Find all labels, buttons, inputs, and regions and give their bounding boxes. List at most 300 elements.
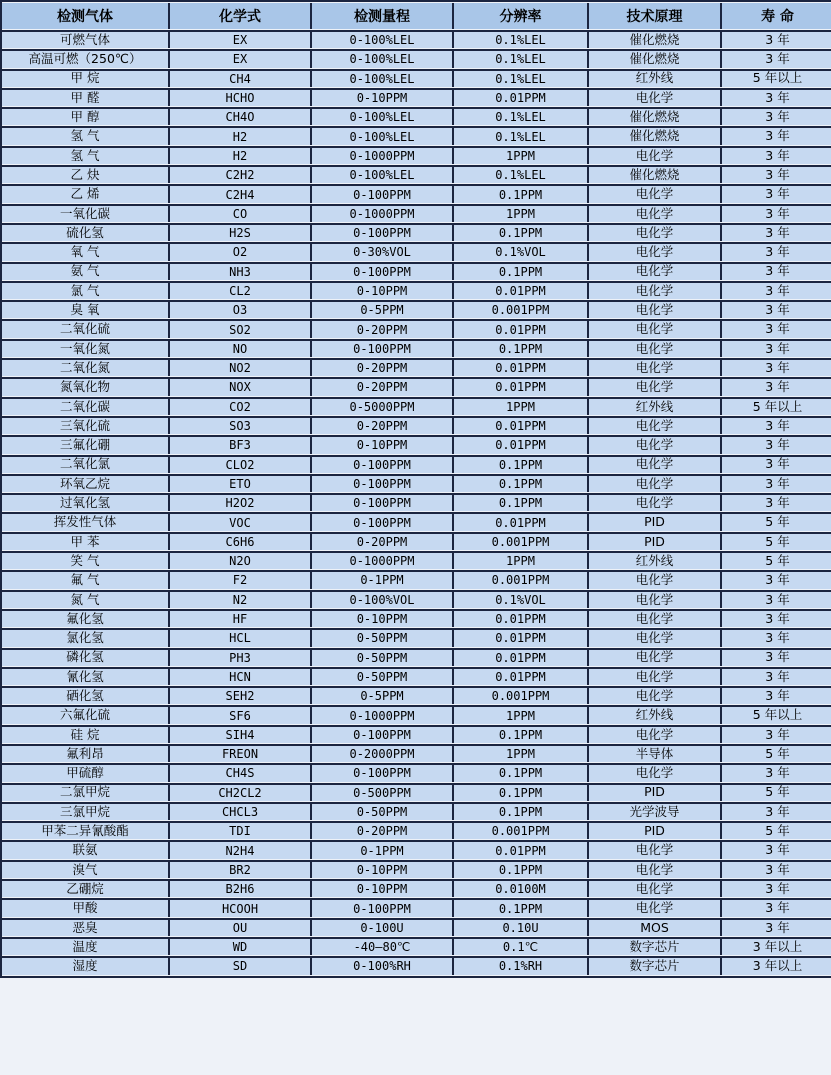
cell-formula: ETO [170, 474, 312, 492]
cell-lifespan: 5 年 [722, 821, 831, 839]
column-header-formula: 化学式 [170, 3, 312, 29]
cell-resolution: 0.01PPM [454, 319, 589, 337]
cell-range: 0-1PPM [312, 570, 454, 588]
cell-gas: 磷化氢 [2, 648, 170, 666]
cell-resolution: 1PPM [454, 397, 589, 415]
cell-resolution: 0.1PPM [454, 725, 589, 743]
table-row [2, 474, 831, 492]
column-header-range: 检测量程 [312, 3, 454, 29]
cell-lifespan: 3 年 [722, 628, 831, 646]
cell-formula: F2 [170, 570, 312, 588]
cell-formula: N2H4 [170, 840, 312, 858]
cell-formula: SD [170, 956, 312, 974]
cell-principle: 电化学 [589, 840, 722, 858]
cell-principle: 电化学 [589, 339, 722, 357]
cell-resolution: 0.001PPM [454, 532, 589, 550]
cell-principle: PID [589, 512, 722, 530]
cell-formula: CLO2 [170, 455, 312, 473]
cell-lifespan: 3 年 [722, 725, 831, 743]
cell-range: 0-50PPM [312, 667, 454, 685]
cell-range: 0-5PPM [312, 300, 454, 318]
cell-gas: 氧 气 [2, 242, 170, 260]
cell-formula: H2S [170, 223, 312, 241]
table-row [2, 339, 831, 357]
cell-principle: 红外线 [589, 69, 722, 87]
cell-range: 0-100PPM [312, 262, 454, 280]
cell-formula: SO3 [170, 416, 312, 434]
table-row [2, 204, 831, 222]
cell-formula: CH4S [170, 763, 312, 781]
cell-resolution: 0.1PPM [454, 802, 589, 820]
cell-resolution: 0.001PPM [454, 570, 589, 588]
table-row [2, 879, 831, 897]
cell-gas: 三氟化硼 [2, 435, 170, 453]
cell-lifespan: 3 年 [722, 184, 831, 202]
cell-principle: 电化学 [589, 898, 722, 916]
cell-principle: 电化学 [589, 763, 722, 781]
cell-resolution: 0.1PPM [454, 860, 589, 878]
cell-lifespan: 3 年 [722, 840, 831, 858]
table-row [2, 512, 831, 530]
cell-range: 0-1000PPM [312, 705, 454, 723]
cell-range: 0-100PPM [312, 493, 454, 511]
cell-lifespan: 3 年 [722, 590, 831, 608]
table-header [2, 3, 831, 29]
table-row [2, 590, 831, 608]
cell-principle: 电化学 [589, 879, 722, 897]
cell-principle: 电化学 [589, 667, 722, 685]
cell-range: 0-100PPM [312, 339, 454, 357]
cell-principle: 电化学 [589, 146, 722, 164]
cell-resolution: 0.1PPM [454, 184, 589, 202]
cell-gas: 甲 苯 [2, 532, 170, 550]
column-header-lifespan: 寿 命 [722, 3, 831, 29]
cell-resolution: 0.01PPM [454, 648, 589, 666]
table-row [2, 918, 831, 936]
table-row [2, 802, 831, 820]
cell-gas: 氢 气 [2, 126, 170, 144]
cell-range: 0-1000PPM [312, 146, 454, 164]
column-header-gas: 检测气体 [2, 3, 170, 29]
cell-gas: 联氨 [2, 840, 170, 858]
cell-gas: 甲 醇 [2, 107, 170, 125]
table-row [2, 956, 831, 974]
cell-lifespan: 5 年 [722, 744, 831, 762]
cell-resolution: 0.01PPM [454, 840, 589, 858]
table-row [2, 937, 831, 955]
cell-formula: TDI [170, 821, 312, 839]
cell-formula: N2O [170, 551, 312, 569]
cell-formula: HCHO [170, 88, 312, 106]
cell-formula: HF [170, 609, 312, 627]
cell-formula: HCL [170, 628, 312, 646]
cell-gas: 恶臭 [2, 918, 170, 936]
cell-lifespan: 5 年 [722, 512, 831, 530]
table-row [2, 146, 831, 164]
table-row [2, 532, 831, 550]
cell-principle: 红外线 [589, 705, 722, 723]
cell-range: 0-100%LEL [312, 126, 454, 144]
cell-principle: 电化学 [589, 319, 722, 337]
cell-resolution: 0.001PPM [454, 686, 589, 704]
cell-gas: 二氯甲烷 [2, 783, 170, 801]
cell-lifespan: 3 年 [722, 377, 831, 395]
cell-principle: 电化学 [589, 570, 722, 588]
cell-lifespan: 5 年 [722, 532, 831, 550]
cell-principle: 电化学 [589, 435, 722, 453]
cell-resolution: 0.1%VOL [454, 242, 589, 260]
cell-principle: 数字芯片 [589, 937, 722, 955]
cell-lifespan: 3 年 [722, 165, 831, 183]
cell-gas: 过氧化氢 [2, 493, 170, 511]
cell-formula: CO [170, 204, 312, 222]
cell-lifespan: 3 年 [722, 493, 831, 511]
table-row [2, 628, 831, 646]
cell-formula: C2H4 [170, 184, 312, 202]
cell-range: 0-100PPM [312, 898, 454, 916]
cell-resolution: 0.0100M [454, 879, 589, 897]
cell-resolution: 0.01PPM [454, 416, 589, 434]
cell-lifespan: 3 年 [722, 242, 831, 260]
cell-resolution: 0.01PPM [454, 609, 589, 627]
cell-gas: 二氧化碳 [2, 397, 170, 415]
cell-range: 0-5PPM [312, 686, 454, 704]
cell-lifespan: 3 年 [722, 416, 831, 434]
table-row [2, 493, 831, 511]
cell-formula: NH3 [170, 262, 312, 280]
cell-principle: PID [589, 783, 722, 801]
cell-principle: 数字芯片 [589, 956, 722, 974]
cell-range: 0-20PPM [312, 821, 454, 839]
cell-resolution: 0.1%LEL [454, 30, 589, 48]
cell-lifespan: 3 年 [722, 319, 831, 337]
cell-range: 0-10PPM [312, 879, 454, 897]
cell-gas: 氯 气 [2, 281, 170, 299]
cell-formula: SF6 [170, 705, 312, 723]
cell-gas: 可燃气体 [2, 30, 170, 48]
cell-principle: 红外线 [589, 397, 722, 415]
table-row [2, 397, 831, 415]
cell-resolution: 0.1PPM [454, 339, 589, 357]
cell-formula: C2H2 [170, 165, 312, 183]
cell-range: 0-10PPM [312, 609, 454, 627]
cell-principle: 催化燃烧 [589, 30, 722, 48]
table-row [2, 242, 831, 260]
cell-lifespan: 5 年 [722, 783, 831, 801]
cell-principle: 电化学 [589, 377, 722, 395]
cell-lifespan: 5 年 [722, 551, 831, 569]
cell-formula: HCN [170, 667, 312, 685]
table-row [2, 184, 831, 202]
cell-gas: 溴气 [2, 860, 170, 878]
cell-principle: 电化学 [589, 416, 722, 434]
cell-formula: CH2CL2 [170, 783, 312, 801]
cell-range: 0-100PPM [312, 455, 454, 473]
cell-gas: 乙 烯 [2, 184, 170, 202]
cell-gas: 甲酸 [2, 898, 170, 916]
table-row [2, 416, 831, 434]
cell-principle: 催化燃烧 [589, 165, 722, 183]
cell-gas: 高温可燃（250℃） [2, 49, 170, 67]
cell-lifespan: 3 年 [722, 860, 831, 878]
cell-lifespan: 3 年 [722, 879, 831, 897]
cell-gas: 氰化氢 [2, 667, 170, 685]
cell-lifespan: 3 年 [722, 281, 831, 299]
cell-gas: 硅 烷 [2, 725, 170, 743]
cell-range: 0-100PPM [312, 763, 454, 781]
cell-principle: 电化学 [589, 300, 722, 318]
cell-range: 0-100PPM [312, 184, 454, 202]
cell-range: 0-50PPM [312, 648, 454, 666]
cell-resolution: 0.01PPM [454, 377, 589, 395]
cell-range: 0-10PPM [312, 435, 454, 453]
table-row [2, 860, 831, 878]
cell-range: 0-100%LEL [312, 49, 454, 67]
cell-resolution: 0.1PPM [454, 493, 589, 511]
cell-formula: EX [170, 49, 312, 67]
table-row [2, 898, 831, 916]
cell-lifespan: 3 年 [722, 223, 831, 241]
cell-gas: 甲硫醇 [2, 763, 170, 781]
cell-principle: 电化学 [589, 88, 722, 106]
cell-gas: 氟化氢 [2, 609, 170, 627]
cell-gas: 二氧化氮 [2, 358, 170, 376]
cell-gas: 硫化氢 [2, 223, 170, 241]
cell-lifespan: 3 年 [722, 49, 831, 67]
cell-resolution: 0.01PPM [454, 281, 589, 299]
cell-principle: 电化学 [589, 184, 722, 202]
table-row [2, 300, 831, 318]
cell-resolution: 0.1℃ [454, 937, 589, 955]
cell-range: 0-20PPM [312, 358, 454, 376]
cell-formula: BR2 [170, 860, 312, 878]
cell-formula: H2 [170, 126, 312, 144]
cell-principle: PID [589, 532, 722, 550]
cell-gas: 氟 气 [2, 570, 170, 588]
cell-range: 0-100%LEL [312, 165, 454, 183]
cell-resolution: 0.01PPM [454, 88, 589, 106]
cell-range: 0-100U [312, 918, 454, 936]
cell-resolution: 0.01PPM [454, 667, 589, 685]
cell-range: 0-100%LEL [312, 30, 454, 48]
cell-lifespan: 3 年 [722, 898, 831, 916]
cell-formula: FREON [170, 744, 312, 762]
cell-resolution: 0.001PPM [454, 300, 589, 318]
cell-lifespan: 3 年 [722, 763, 831, 781]
table-row [2, 49, 831, 67]
cell-gas: 挥发性气体 [2, 512, 170, 530]
cell-lifespan: 5 年以上 [722, 69, 831, 87]
cell-lifespan: 3 年 [722, 126, 831, 144]
table-row [2, 358, 831, 376]
cell-resolution: 0.1PPM [454, 763, 589, 781]
cell-formula: SO2 [170, 319, 312, 337]
cell-resolution: 1PPM [454, 146, 589, 164]
table-row [2, 725, 831, 743]
cell-range: 0-100%LEL [312, 69, 454, 87]
cell-formula: O2 [170, 242, 312, 260]
cell-range: 0-100PPM [312, 512, 454, 530]
cell-lifespan: 3 年 [722, 204, 831, 222]
cell-principle: 红外线 [589, 551, 722, 569]
table-row [2, 744, 831, 762]
cell-principle: 电化学 [589, 204, 722, 222]
table-row [2, 126, 831, 144]
cell-formula: C6H6 [170, 532, 312, 550]
cell-gas: 氮氧化物 [2, 377, 170, 395]
cell-resolution: 0.1PPM [454, 898, 589, 916]
cell-range: 0-10PPM [312, 860, 454, 878]
cell-formula: PH3 [170, 648, 312, 666]
cell-resolution: 0.1%LEL [454, 69, 589, 87]
cell-formula: CL2 [170, 281, 312, 299]
cell-formula: H2 [170, 146, 312, 164]
cell-lifespan: 5 年以上 [722, 705, 831, 723]
table-row [2, 30, 831, 48]
cell-principle: 电化学 [589, 628, 722, 646]
cell-gas: 一氧化碳 [2, 204, 170, 222]
cell-range: 0-20PPM [312, 319, 454, 337]
cell-gas: 臭 氧 [2, 300, 170, 318]
cell-gas: 温度 [2, 937, 170, 955]
table-row [2, 281, 831, 299]
table-row [2, 107, 831, 125]
cell-principle: 电化学 [589, 455, 722, 473]
table-row [2, 667, 831, 685]
cell-range: 0-50PPM [312, 802, 454, 820]
cell-gas: 笑 气 [2, 551, 170, 569]
cell-principle: 催化燃烧 [589, 126, 722, 144]
table-row [2, 705, 831, 723]
cell-range: 0-20PPM [312, 377, 454, 395]
cell-gas: 氢 气 [2, 146, 170, 164]
header-row [2, 3, 831, 29]
cell-gas: 硒化氢 [2, 686, 170, 704]
cell-resolution: 0.01PPM [454, 435, 589, 453]
cell-lifespan: 3 年 [722, 300, 831, 318]
table-row [2, 262, 831, 280]
cell-gas: 环氧乙烷 [2, 474, 170, 492]
cell-gas: 湿度 [2, 956, 170, 974]
cell-resolution: 0.001PPM [454, 821, 589, 839]
cell-formula: B2H6 [170, 879, 312, 897]
table-row [2, 570, 831, 588]
cell-formula: NOX [170, 377, 312, 395]
cell-formula: SEH2 [170, 686, 312, 704]
cell-resolution: 0.1%RH [454, 956, 589, 974]
cell-formula: WD [170, 937, 312, 955]
cell-resolution: 0.1%LEL [454, 126, 589, 144]
cell-gas: 乙 炔 [2, 165, 170, 183]
cell-lifespan: 3 年 [722, 686, 831, 704]
cell-lifespan: 3 年 [722, 570, 831, 588]
cell-lifespan: 3 年 [722, 474, 831, 492]
column-header-resolution: 分辨率 [454, 3, 589, 29]
cell-resolution: 0.1%LEL [454, 49, 589, 67]
cell-principle: 电化学 [589, 262, 722, 280]
cell-formula: BF3 [170, 435, 312, 453]
cell-lifespan: 3 年 [722, 667, 831, 685]
cell-resolution: 0.10U [454, 918, 589, 936]
cell-range: 0-30%VOL [312, 242, 454, 260]
cell-formula: CH4O [170, 107, 312, 125]
cell-resolution: 0.1%LEL [454, 165, 589, 183]
cell-range: 0-1000PPM [312, 204, 454, 222]
cell-principle: PID [589, 821, 722, 839]
cell-range: 0-100%VOL [312, 590, 454, 608]
table-row [2, 377, 831, 395]
cell-resolution: 0.1PPM [454, 262, 589, 280]
cell-principle: 电化学 [589, 242, 722, 260]
table-row [2, 648, 831, 666]
cell-principle: 电化学 [589, 648, 722, 666]
cell-lifespan: 3 年以上 [722, 937, 831, 955]
cell-principle: MOS [589, 918, 722, 936]
cell-resolution: 0.1PPM [454, 783, 589, 801]
cell-resolution: 0.1%VOL [454, 590, 589, 608]
cell-lifespan: 3 年 [722, 262, 831, 280]
table-row [2, 88, 831, 106]
cell-formula: VOC [170, 512, 312, 530]
cell-range: 0-10PPM [312, 281, 454, 299]
cell-range: 0-500PPM [312, 783, 454, 801]
cell-gas: 甲 醛 [2, 88, 170, 106]
cell-range: 0-20PPM [312, 532, 454, 550]
cell-principle: 电化学 [589, 281, 722, 299]
table-row [2, 319, 831, 337]
cell-principle: 催化燃烧 [589, 107, 722, 125]
cell-gas: 甲苯二异氰酸酯 [2, 821, 170, 839]
table-row [2, 763, 831, 781]
cell-principle: 电化学 [589, 493, 722, 511]
cell-principle: 电化学 [589, 223, 722, 241]
cell-gas: 二氧化硫 [2, 319, 170, 337]
cell-formula: CHCL3 [170, 802, 312, 820]
cell-formula: SIH4 [170, 725, 312, 743]
cell-lifespan: 3 年 [722, 146, 831, 164]
cell-lifespan: 3 年 [722, 30, 831, 48]
table-row [2, 165, 831, 183]
cell-formula: CO2 [170, 397, 312, 415]
cell-range: 0-1PPM [312, 840, 454, 858]
cell-lifespan: 3 年 [722, 358, 831, 376]
cell-formula: H2O2 [170, 493, 312, 511]
cell-lifespan: 3 年 [722, 648, 831, 666]
table-row [2, 69, 831, 87]
cell-lifespan: 3 年 [722, 918, 831, 936]
table-row [2, 435, 831, 453]
cell-lifespan: 3 年 [722, 339, 831, 357]
cell-resolution: 0.01PPM [454, 628, 589, 646]
cell-resolution: 1PPM [454, 705, 589, 723]
cell-lifespan: 3 年 [722, 802, 831, 820]
cell-gas: 六氟化硫 [2, 705, 170, 723]
cell-range: 0-100PPM [312, 223, 454, 241]
cell-formula: EX [170, 30, 312, 48]
table-row [2, 455, 831, 473]
cell-principle: 半导体 [589, 744, 722, 762]
table-row [2, 783, 831, 801]
column-header-principle: 技术原理 [589, 3, 722, 29]
table-row [2, 840, 831, 858]
cell-principle: 电化学 [589, 860, 722, 878]
cell-gas: 三氯甲烷 [2, 802, 170, 820]
cell-gas: 氯化氢 [2, 628, 170, 646]
cell-lifespan: 3 年 [722, 435, 831, 453]
cell-range: 0-1000PPM [312, 551, 454, 569]
table-row [2, 223, 831, 241]
cell-formula: N2 [170, 590, 312, 608]
